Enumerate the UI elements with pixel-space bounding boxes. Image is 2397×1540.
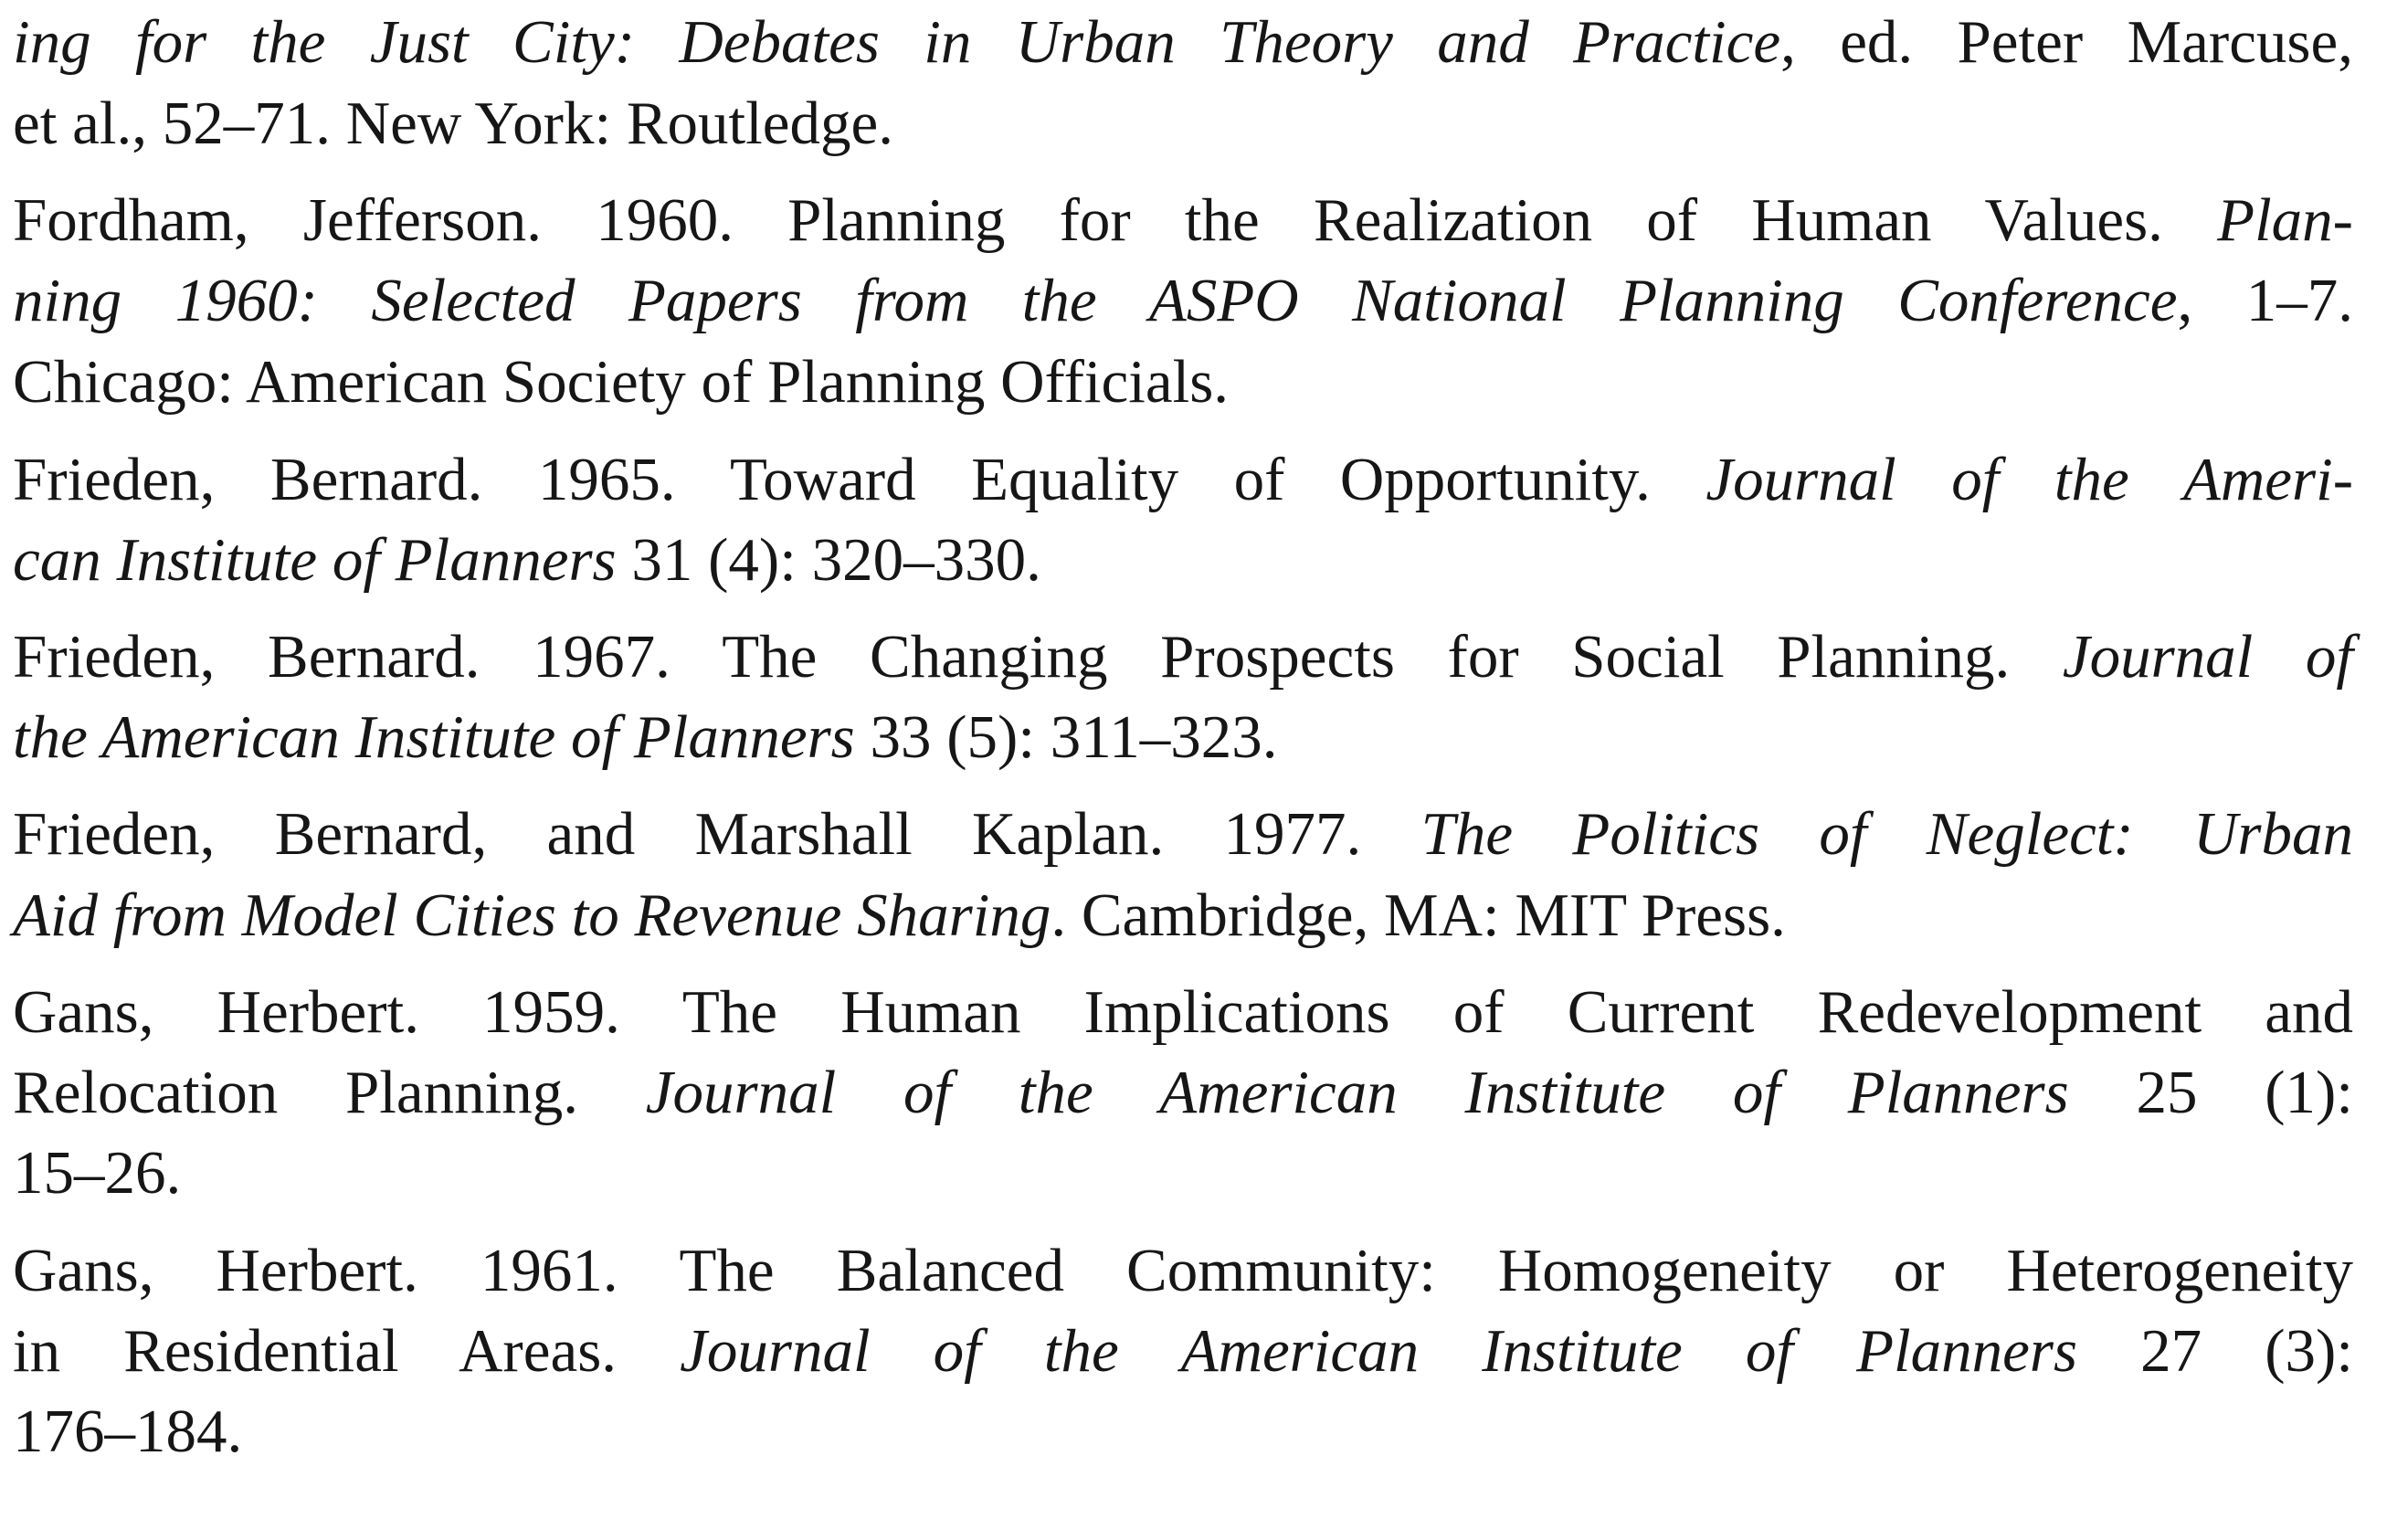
ref-line-15 (13, 1229, 2353, 1313)
italic-title-run: Journal of the Ameri- (1705, 446, 2354, 513)
ref-line-9 (13, 695, 2353, 779)
text-run: Chicago: American Society of Planning Officials. (13, 348, 1230, 416)
italic-title-run: Journal of (2062, 623, 2354, 691)
text-run: 176–184. (13, 1398, 243, 1465)
ref-line-13 (13, 1050, 2353, 1134)
text-run: 15–26. (13, 1139, 182, 1207)
ref-line-4 (13, 258, 2353, 343)
text-run: , ed. Peter Marcuse, (1780, 8, 2353, 76)
text-run: Gans, Herbert. 1959. The Human Implications of Current Redevelopment and (13, 978, 2353, 1046)
text-run: 25 (1): (2068, 1059, 2353, 1126)
text-run: Frieden, Bernard, and Marshall Kaplan. 1977. (13, 800, 1421, 868)
text-run: Gans, Herbert. 1961. The Balanced Community: Homogeneity or Heterogeneity (13, 1237, 2353, 1304)
italic-title-run: ing for the Just City: Debates in Urban Theory and Practice (13, 8, 1781, 76)
ref-line-7 (13, 518, 2353, 602)
text-run: Relocation Planning. (13, 1059, 646, 1126)
ref-line-12 (13, 970, 2353, 1054)
text-run: 27 (3): (2077, 1317, 2353, 1385)
text-run: et al., 52–71. New York: Routledge. (13, 90, 893, 157)
italic-title-run: the American Institute of Planners (13, 703, 855, 771)
text-run: in Residential Areas. (13, 1317, 681, 1385)
italic-title-run: can Institute of Planners (13, 526, 617, 594)
italic-title-run: The Politics of Neglect: Urban (1420, 800, 2353, 868)
italic-title-run: ning 1960: Selected Papers from the ASPO National Planning Conference (13, 267, 2178, 334)
text-run: Frieden, Bernard. 1967. The Changing Prospects for Social Planning. (13, 623, 2063, 691)
ref-line-8 (13, 615, 2353, 699)
ref-line-6 (13, 438, 2353, 522)
ref-line-10 (13, 792, 2353, 876)
italic-title-run: Aid from Model Cities to Revenue Sharing (13, 881, 1051, 949)
text-run: . Cambridge, MA: MIT Press. (1051, 881, 1786, 949)
italic-title-run: Journal of the American Institute of Planners (645, 1059, 2069, 1126)
ref-line-1 (13, 0, 2353, 84)
ref-line-14 (13, 1131, 2353, 1215)
text-run: Fordham, Jefferson. 1960. Planning for the Realization of Human Values. (13, 186, 2218, 254)
ref-line-5 (13, 340, 2353, 424)
text-run: 33 (5): 311–323. (854, 703, 1278, 771)
ref-line-3 (13, 178, 2353, 262)
ref-line-2 (13, 81, 2353, 165)
text-run: Frieden, Bernard. 1965. Toward Equality of Opportunity. (13, 446, 1706, 513)
ref-line-17 (13, 1389, 2353, 1473)
text-run: 31 (4): 320–330. (616, 526, 1041, 594)
ref-line-11 (13, 873, 2353, 957)
italic-title-run: Journal of the American Institute of Planners (680, 1317, 2078, 1385)
italic-title-run: Plan- (2217, 186, 2353, 254)
ref-line-16 (13, 1309, 2353, 1393)
text-run: , 1–7. (2177, 267, 2354, 334)
